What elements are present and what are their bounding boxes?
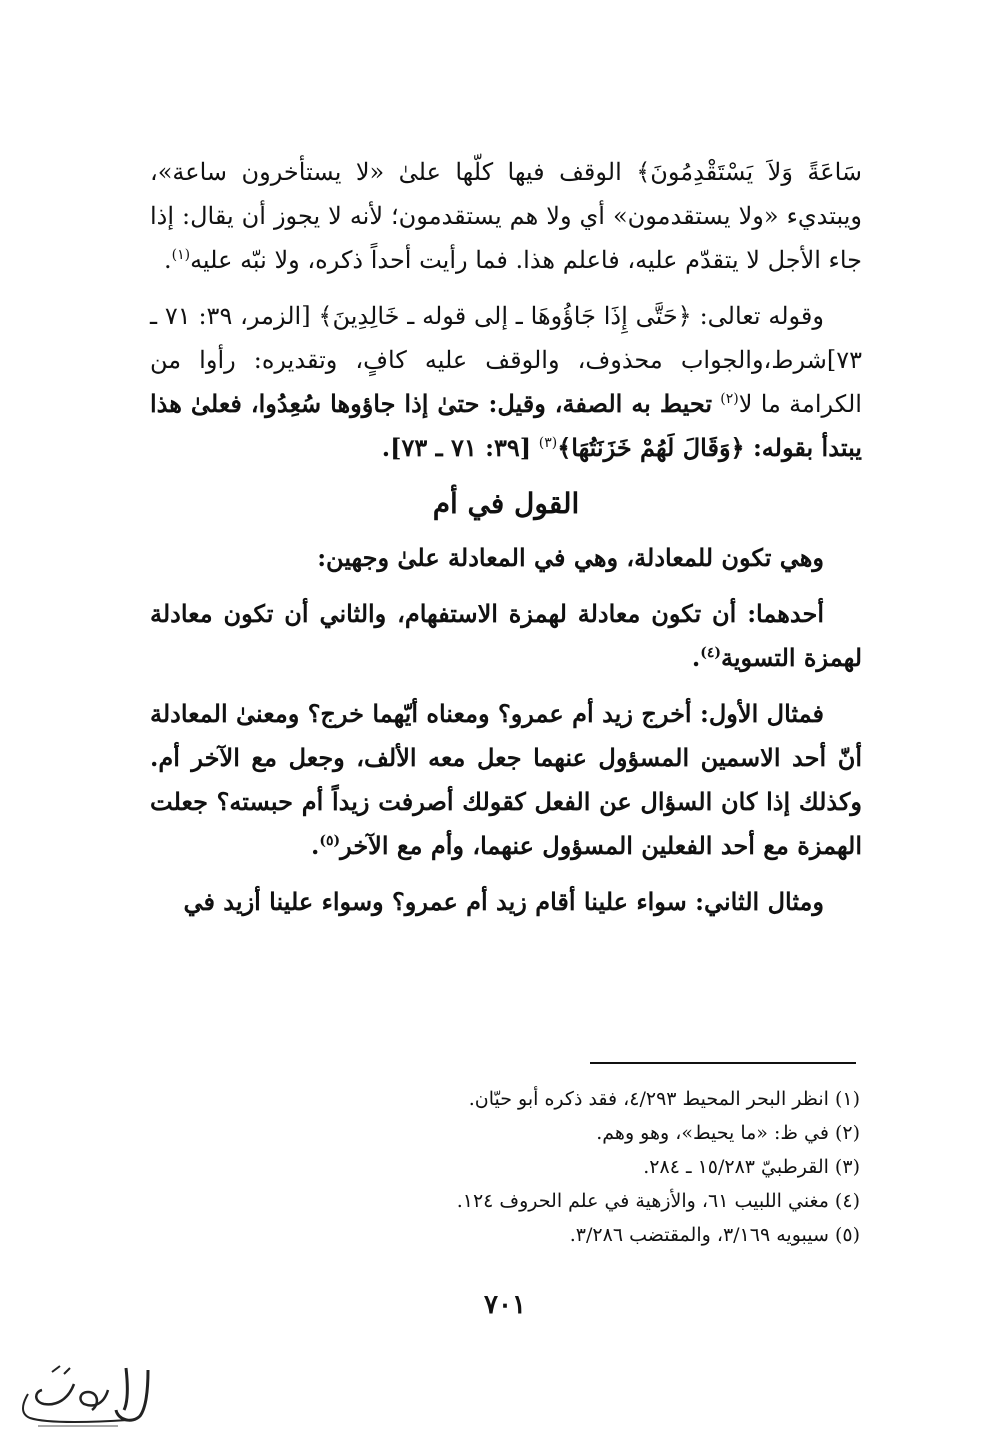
footnote-ref-2[interactable]: (٢) [720, 391, 739, 407]
calligraphy-logo [8, 1360, 158, 1430]
paragraph-5-end: . [310, 831, 320, 860]
footnote-5: (٥) سيبويه ٣/١٦٩، والمقتضب ٣/٢٨٦. [569, 1224, 860, 1246]
footnote-2: (٢) في ظ: «ما يحيط»، وهو وهم. [596, 1122, 860, 1144]
footnote-ref-3[interactable]: (٣) [538, 435, 558, 451]
paragraph-4-end: . [691, 643, 701, 672]
paragraph-3: وهي تكون للمعادلة، وهي في المعادلة علىٰ وجهين: [317, 543, 824, 572]
paragraph-1-text: سَاعَةً وَلاَ يَسْتَقْدِمُونَ﴾ الوقف فيها كلّها علىٰ «لا يستأخرون ساعة»، ويبتديء «ولا يستقدمون» أي ولا هم يستقدمون؛ لأنه لا يجوز أن يقال: إذا جاء الأجل لا يتقدّم عليه، فاعلم هذا. فما رأيت أحداً ذكره، ولا نبّه عليه [150, 158, 862, 274]
footnote-3: (٣) القرطبيّ ١٥/٢٨٣ ـ ٢٨٤. [643, 1156, 860, 1178]
paragraph-1-end: . [163, 246, 172, 274]
paragraph-2 [150, 294, 862, 470]
paragraph-2-text-a: وقوله تعالى: ﴿حَتَّى إِذَا جَاؤُوهَا ـ إلى قوله ـ خَالِدِينَ﴾ [الزمر، ٣٩: ٧١ ـ ٧٣]شرط،والجواب محذوف، والوقف عليه كافٍ، وتقديره: رأوا من الكرامة ما لا [150, 302, 862, 418]
paragraph-2-end: [٣٩: ٧١ ـ ٧٣]. [381, 433, 532, 462]
footnote-ref-5[interactable]: (٥) [319, 833, 341, 849]
paragraph-4-text: أحدهما: أن تكون معادلة لهمزة الاستفهام، والثاني أن تكون معادلة لهمزة التسوية [150, 599, 862, 672]
footnote-1: (١) انظر البحر المحيط ٤/٢٩٣، فقد ذكره أبو حيّان. [468, 1088, 860, 1110]
footnote-4: (٤) مغني اللبيب ٦١، والأزهية في علم الحروف ١٢٤. [456, 1190, 860, 1212]
paragraph-5-text: فمثال الأول: أخرج زيد أم عمرو؟ ومعناه أيّهما خرج؟ ومعنىٰ المعادلة أنّ أحد الاسمين المسؤول عنهما جعل معه الألف، وجعل مع الآخر أم. وكذلك إذا كان السؤال عن الفعل كقولك أصرفت زيداً أم حبسته؟ جعلت الهمزة مع أحد الفعلين المسؤول عنهما، وأم مع الآخر [150, 699, 862, 860]
paragraph-2-text-b: تحيط به الصفة، وقيل: حتىٰ إذا جاؤوها سُعِدُوا، فعلىٰ هذا يبتدأ بقوله: ﴿وَقَالَ لَهُمْ خَزَنَتُهَا﴾ [150, 389, 862, 462]
footnote-ref-1[interactable]: (١) [171, 247, 191, 263]
paragraph-6: ومثال الثاني: سواء علينا أقام زيد أم عمرو؟ وسواء علينا أزيد في [183, 887, 824, 916]
paragraph-5 [150, 692, 862, 868]
footnote-separator [590, 1062, 856, 1064]
footnotes [420, 1082, 860, 1252]
footnote-ref-4[interactable]: (٤) [700, 645, 721, 661]
page-number: ٧٠١ [484, 1290, 526, 1320]
page-body [150, 150, 862, 924]
paragraph-1 [150, 150, 862, 282]
paragraph-4 [150, 592, 862, 680]
section-heading: القول في أم [432, 487, 580, 520]
